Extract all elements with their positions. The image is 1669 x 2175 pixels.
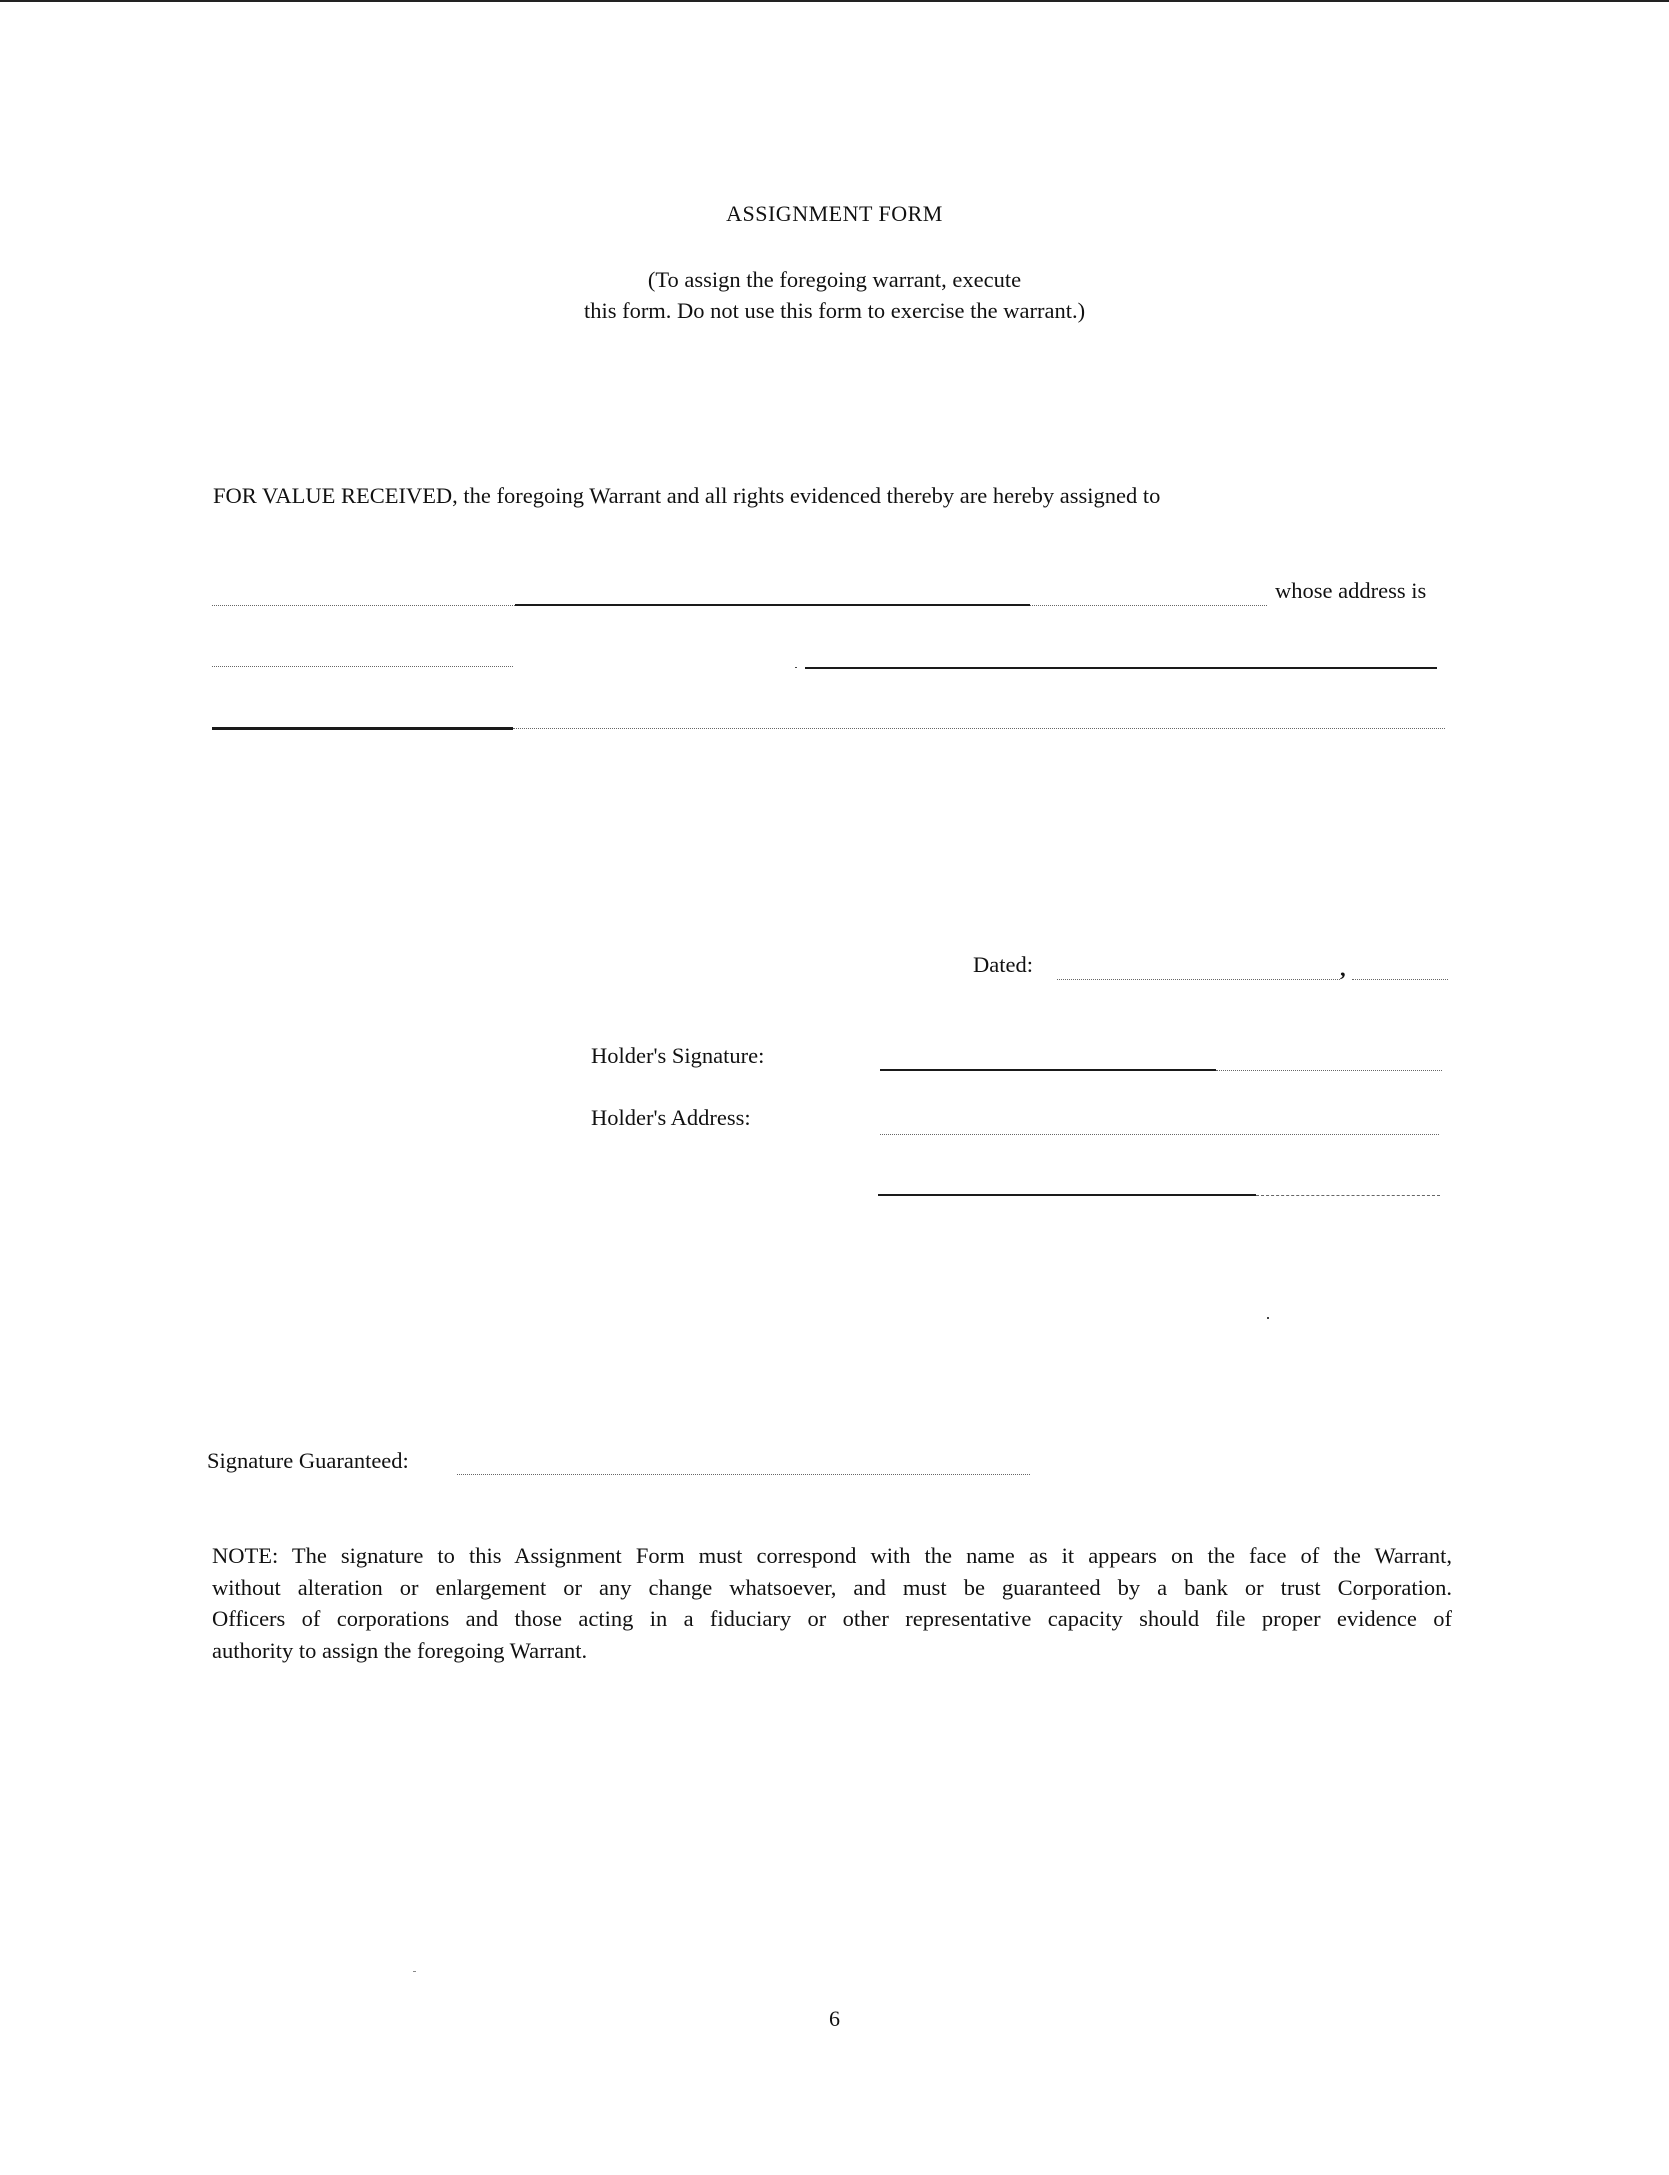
dated-field[interactable] — [1057, 955, 1340, 979]
assignee-name-field[interactable] — [212, 582, 1267, 606]
holder-address-line-1-underline — [880, 1134, 1439, 1135]
assignment-statement: FOR VALUE RECEIVED, the foregoing Warrant and all rights evidenced thereby are hereby assigned to — [213, 483, 1161, 508]
assignee-address-line-1-underline-right — [805, 667, 1437, 669]
holder-address-line-2-underline-left — [878, 1194, 1256, 1196]
assignee-name-underline-right — [1030, 605, 1267, 606]
scan-speck — [413, 1971, 416, 1972]
holder-signature-underline-right — [1216, 1070, 1442, 1071]
note-line-1: NOTE: The signature to this Assignment Form must correspond with the name as it appears on the face of the Warrant, — [212, 1543, 1452, 1568]
holder-address-label: Holder's Address: — [591, 1105, 751, 1130]
assignee-address-line-2-underline-right — [513, 728, 1445, 729]
page-number: 6 — [829, 2006, 840, 2031]
holder-address-line-2-field[interactable] — [878, 1171, 1440, 1195]
holder-signature-underline-left — [880, 1069, 1216, 1071]
holder-address-line-2-underline-right — [1256, 1195, 1440, 1196]
assignee-name-underline-left — [212, 605, 515, 606]
dated-year-underline — [1352, 979, 1448, 980]
holder-address-line-1-field[interactable] — [880, 1110, 1439, 1134]
form-title: ASSIGNMENT FORM — [726, 201, 943, 226]
signature-guaranteed-underline — [457, 1474, 1030, 1475]
note-line-3: Officers of corporations and those acting in a fiduciary or other representative capacity should file proper evidence of — [212, 1606, 1452, 1631]
scan-speck — [795, 667, 797, 668]
form-instructions — [0, 264, 1669, 326]
signature-guaranteed-field[interactable] — [457, 1450, 1030, 1474]
assignment-note — [212, 1540, 1452, 1666]
note-line-2: without alteration or enlargement or any change whatsoever, and must be guaranteed by a bank or trust Corporation. — [212, 1574, 1452, 1600]
scan-speck — [1267, 1317, 1269, 1319]
form-instructions-line-2: this form. Do not use this form to exercise the warrant.) — [583, 298, 1086, 323]
assignee-address-line-2-field[interactable] — [212, 704, 1445, 728]
form-instructions-line-1: (To assign the foregoing warrant, execute — [647, 267, 1022, 292]
holder-signature-label: Holder's Signature: — [591, 1043, 765, 1068]
assignee-address-line-1-underline-left — [212, 666, 513, 667]
assignee-name-underline-center — [515, 604, 1030, 606]
assignee-address-line-2-underline-left — [212, 727, 513, 730]
whose-address-label: whose address is — [1275, 578, 1427, 603]
assignee-address-line-1-field[interactable] — [212, 642, 1445, 666]
page-top-border — [0, 0, 1669, 2]
dated-comma: , — [1340, 956, 1346, 981]
dated-label: Dated: — [973, 952, 1033, 977]
dated-underline — [1057, 979, 1340, 980]
dated-year-field[interactable] — [1352, 955, 1448, 979]
holder-signature-field[interactable] — [880, 1046, 1442, 1070]
note-line-4: authority to assign the foregoing Warrant. — [212, 1637, 588, 1663]
signature-guaranteed-label: Signature Guaranteed: — [207, 1448, 409, 1473]
